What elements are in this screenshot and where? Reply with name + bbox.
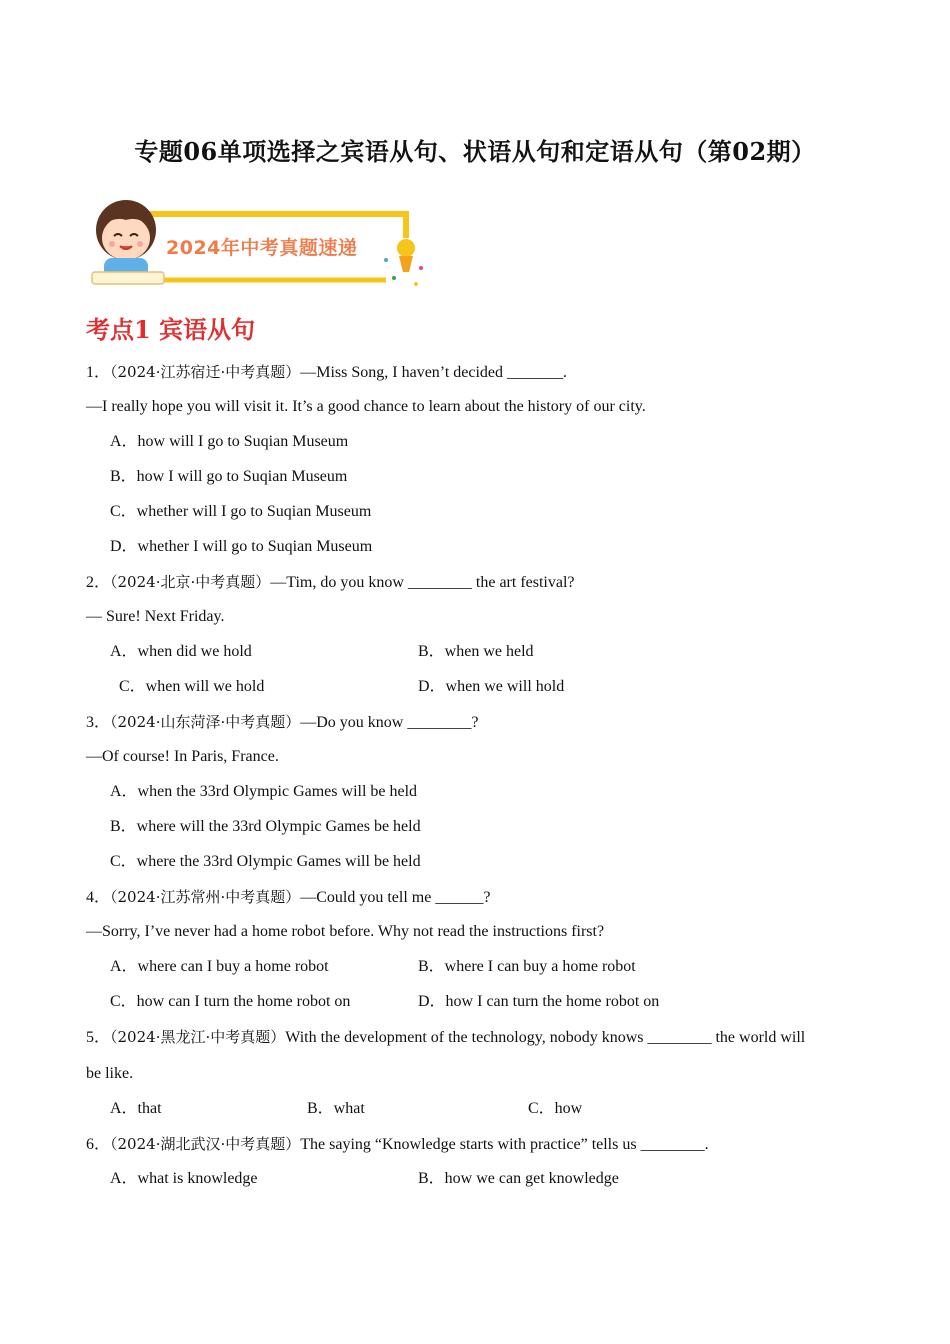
- question-stem-continued: be like.: [86, 1065, 134, 1082]
- banner-label: 2024年中考真题速递: [166, 237, 358, 259]
- option-c: C．how can I turn the home robot on: [110, 993, 351, 1010]
- question-3: [86, 712, 478, 733]
- question-6: [86, 1134, 709, 1155]
- option-c: C．whether will I go to Suqian Museum: [110, 503, 372, 520]
- option-d: D．whether I will go to Suqian Museum: [110, 538, 373, 555]
- question-stem: —Tim, do you know ________ the art festival?: [270, 574, 575, 591]
- question-number: 5．: [86, 1029, 111, 1046]
- question-number: 4．: [86, 889, 111, 906]
- question-stem: —Do you know ________?: [300, 714, 479, 731]
- option-b: B．when we held: [418, 643, 534, 660]
- option-b: B．how I will go to Suqian Museum: [110, 468, 348, 485]
- question-5: [86, 1027, 805, 1048]
- option-c: C．how: [528, 1100, 583, 1117]
- question-stem: With the development of the technology, nobody knows ________ the world will: [285, 1029, 806, 1046]
- question-source: （2024·湖北武汉·中考真题）: [110, 1135, 301, 1153]
- page-title: 专题06单项选择之宾语从句、状语从句和定语从句（第02期）: [134, 137, 816, 166]
- question-stem: The saying “Knowledge starts with practice” tells us ________.: [300, 1136, 709, 1153]
- option-a: A．when did we hold: [110, 643, 252, 660]
- question-reply: — Sure! Next Friday.: [86, 608, 225, 625]
- option-a: A．that: [110, 1100, 162, 1117]
- question-source: （2024·北京·中考真题）: [110, 573, 271, 591]
- option-d: D．when we will hold: [418, 678, 565, 695]
- option-d: D．how I can turn the home robot on: [418, 993, 660, 1010]
- question-number: 6．: [86, 1136, 111, 1153]
- question-source: （2024·江苏宿迁·中考真题）: [110, 363, 301, 381]
- question-2: [86, 572, 575, 593]
- option-b: B．what: [307, 1100, 365, 1117]
- question-source: （2024·江苏常州·中考真题）: [110, 888, 301, 906]
- question-reply: —Of course! In Paris, France.: [86, 748, 279, 765]
- option-b: B．where will the 33rd Olympic Games be held: [110, 818, 421, 835]
- option-a: A．when the 33rd Olympic Games will be held: [110, 783, 418, 800]
- question-4: [86, 887, 490, 908]
- option-b: B．how we can get knowledge: [418, 1170, 619, 1187]
- question-number: 1．: [86, 364, 111, 381]
- question-number: 2．: [86, 574, 111, 591]
- option-a: A．where can I buy a home robot: [110, 958, 329, 975]
- option-b: B．where I can buy a home robot: [418, 958, 636, 975]
- question-source: （2024·山东菏泽·中考真题）: [110, 713, 301, 731]
- question-number: 3．: [86, 714, 111, 731]
- question-source: （2024·黑龙江·中考真题）: [110, 1028, 286, 1046]
- question-stem: —Miss Song, I haven’t decided _______.: [300, 364, 568, 381]
- question-stem: —Could you tell me ______?: [300, 889, 491, 906]
- question-reply: —I really hope you will visit it. It’s a good chance to learn about the history of our city.: [86, 398, 646, 415]
- option-c: C．when will we hold: [119, 678, 265, 695]
- option-a: A．what is knowledge: [110, 1170, 258, 1187]
- option-a: A．how will I go to Suqian Museum: [110, 433, 349, 450]
- option-c: C．where the 33rd Olympic Games will be held: [110, 853, 421, 870]
- question-reply: —Sorry, I’ve never had a home robot before. Why not read the instructions first?: [86, 923, 605, 940]
- question-1: [86, 362, 567, 383]
- section-heading: 考点1 宾语从句: [86, 315, 256, 344]
